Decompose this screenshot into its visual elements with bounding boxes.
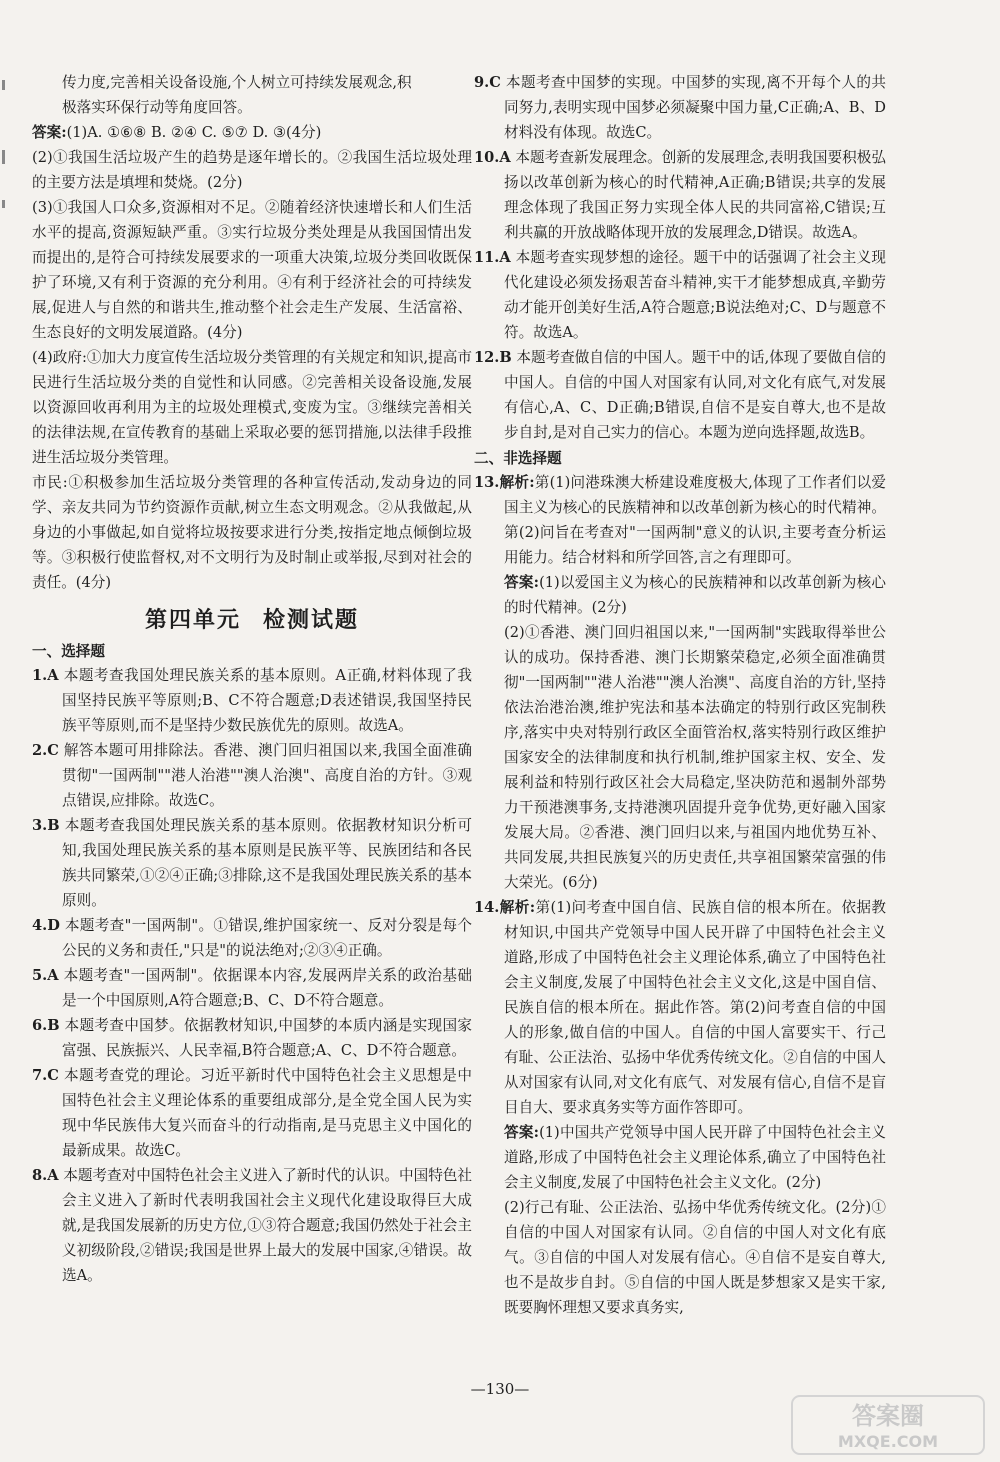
question-explanation: 本题考查做自信的中国人。题干中的话,体现了要做自信的中国人。自信的中国人对国家有认同,对文化有底气,对发展有信心,A、C、D正确;B错误,自信不是妄自尊大,也不是故步自封,是对自己实力的信心。本题为逆向选择题,故选B。 [504, 349, 886, 441]
question-item [32, 663, 472, 738]
left-column [32, 70, 472, 1288]
question-number: 2.C [32, 742, 59, 759]
question-item [32, 738, 472, 813]
question-number: 4.D [32, 917, 60, 934]
answer-part-2: (2)行己有耻、公正法治、弘扬中华优秀传统文化。(2分)①自信的中国人对国家有认同。②自信的中国人对文化有底气。③自信的中国人对发展有信心。④自信不是妄自尊大,也不是故步自封。⑤自信的中国人既是梦想家又是实干家,既要胸怀理想又要求真务实, [504, 1199, 886, 1316]
question-item [32, 1013, 472, 1063]
question-item [32, 1063, 472, 1163]
question-item [32, 813, 472, 913]
answer-part-4-government: (4)政府:①加大力度宣传生活垃圾分类管理的有关规定和知识,提高市民进行生活垃圾分类的自觉性和认同感。②完善相关设备设施,发展以资源回收再利用为主的垃圾处理模式,变废为宝。③继续完善相关的法律法规,在宣传教育的基础上采取必要的惩罚措施,以法律手段推进生活垃圾分类管理。 [32, 349, 472, 466]
analysis-label: 解析: [499, 899, 536, 916]
question-number: 6.B [32, 1017, 60, 1034]
answer-part-1: (1)以爱国主义为核心的民族精神和以改革创新为核心的时代精神。(2分) [504, 574, 886, 616]
question-explanation: 本题考查新发展理念。创新的发展理念,表明我国要积极弘扬以改革创新为核心的时代精神,A正确;B错误;共享的发展理念体现了我国正努力实现全体人民的共同富裕,C错误;互利共赢的开放战略体现开放的发展理念,D错误。故选A。 [504, 149, 886, 241]
answer-part-3: (3)①我国人口众多,资源相对不足。②随着经济快速增长和人们生活水平的提高,资源短缺严重。③实行垃圾分类处理是从我国国情出发而提出的,是符合可持续发展要求的一项重大决策,垃圾分类回收既保护了环境,又有利于资源的充分利用。④有利于经济社会的可持续发展,促进人与自然的和谐共生,推动整个社会走生产发展、生活富裕、生态良好的文明发展道路。(4分) [32, 199, 472, 341]
question-number: 14. [474, 899, 500, 916]
scan-edge-mark [2, 80, 5, 90]
question-number: 7.C [32, 1067, 59, 1084]
question-number: 3.B [32, 817, 60, 834]
question-item [32, 963, 472, 1013]
answer-part-1: (1)中国共产党领导中国人民开辟了中国特色社会主义道路,形成了中国特色社会主义理论体系,确立了中国特色社会主义制度,发展了中国特色社会主义文化。(2分) [504, 1124, 886, 1191]
answer-part-4-citizen: 市民:①积极参加生活垃圾分类管理的各种宣传活动,发动身边的同学、亲友共同为节约资源作贡献,树立生态文明观念。②从我做起,从身边的小事做起,如自觉将垃圾按要求进行分类,按指定地点倾倒垃圾等。③积极行使监督权,对不文明行为及时制止或举报,尽到对社会的责任。(4分) [32, 474, 472, 591]
question-explanation: 本题考查党的理论。习近平新时代中国特色社会主义思想是中国特色社会主义理论体系的重要组成部分,是全党全国人民为实现中华民族伟大复兴而奋斗的行动指南,是马克思主义中国化的最新成果。故选C。 [62, 1067, 472, 1159]
question-14-analysis [474, 895, 886, 1120]
question-explanation: 解答本题可用排除法。香港、澳门回归祖国以来,我国全面准确贯彻"一国两制""港人治港""澳人治澳"、高度自治的方针。③观点错误,应排除。故选C。 [62, 742, 472, 809]
analysis-text: 第(1)问考查中国自信、民族自信的根本所在。依据教材知识,中国共产党领导中国人民开辟了中国特色社会主义道路,形成了中国特色社会主义理论体系,确立了中国特色社会主义制度,发展了中国特色社会主义文化,这是中国自信、民族自信的根本所在。据此作答。第(2)问考查自信的中国人的形象,做自信的中国人。自信的中国人富要实干、行己有耻、公正法治、弘扬中华优秀传统文化。②自信的中国人从对国家有认同,对文化有底气、对发展有信心,自信不是盲目自大、要求真务实等方面作答即可。 [504, 899, 886, 1116]
question-number: 8.A [32, 1167, 59, 1184]
question-item [474, 245, 886, 345]
watermark-url: MXQE.COM [837, 1432, 939, 1451]
question-number: 5.A [32, 967, 59, 984]
scan-edge-mark [2, 200, 5, 208]
question-explanation: 本题考查对中国特色社会主义进入了新时代的认识。中国特色社会主义进入了新时代表明我国社会主义现代化建设取得巨大成就,是我国发展新的历史方位,①③符合题意;我国仍然处于社会主义初级阶段,②错误;我国是世界上最大的发展中国家,④错误。故选A。 [62, 1167, 472, 1284]
scan-edge-mark [2, 150, 5, 164]
question-item [32, 913, 472, 963]
answer-part-2: (2)①香港、澳门回归祖国以来,"一国两制"实践取得举世公认的成功。保持香港、澳门长期繁荣稳定,必须全面准确贯彻"一国两制""港人治港""澳人治澳"、高度自治的方针,坚持依法治港治澳,维护宪法和基本法确定的特别行政区宪制秩序,落实中央对特别行政区全面管治权,落实特别行政区维护国家安全的法律制度和执行机制,维护国家主权、安全、发展利益和特别行政区社会大局稳定,坚决防范和遏制外部势力干预港澳事务,支持港澳巩固提升竞争优势,更好融入国家发展大局。②香港、澳门回归以来,与祖国内地优势互补、共同发展,共担民族复兴的历史责任,共享祖国繁荣富强的伟大荣光。(6分) [504, 624, 886, 891]
question-number: 9.C [474, 74, 501, 91]
answer-part-1: (1)A. ①⑥⑧ B. ②④ C. ⑤⑦ D. ③(4分) [66, 124, 322, 141]
question-number: 10.A [474, 149, 511, 166]
question-item [474, 345, 886, 445]
answer-label: 答案: [504, 1124, 540, 1141]
answer-label: 答案: [504, 574, 540, 591]
watermark-logo [790, 1394, 986, 1456]
unit-title-part: 检测试题 [263, 607, 360, 633]
unit-title-part: 第四单元 [144, 607, 241, 633]
analysis-text: 第(1)问港珠澳大桥建设难度极大,体现了工作者们以爱国主义为核心的民族精神和以改革创新为核心的时代精神。第(2)问旨在考查对"一国两制"意义的认识,主要考查分析运用能力。结合材料和所学回答,言之有理即可。 [504, 474, 886, 566]
question-number: 13. [474, 474, 500, 491]
question-item [474, 145, 886, 245]
question-explanation: 本题考查中国梦的实现。中国梦的实现,离不开每个人的共同努力,表明实现中国梦必须凝聚中国力量,C正确;A、B、D材料没有体现。故选C。 [504, 74, 886, 141]
question-explanation: 本题考查实现梦想的途径。题干中的话强调了社会主义现代化建设必须发扬艰苦奋斗精神,实干才能梦想成真,辛勤劳动才能开创美好生活,A符合题意;B说法绝对;C、D与题意不符。故选A。 [504, 249, 886, 341]
question-number: 1.A [32, 667, 59, 684]
question-list [32, 663, 472, 1288]
question-explanation: 本题考查中国梦。依据教材知识,中国梦的本质内涵是实现国家富强、民族振兴、人民幸福,B符合题意;A、C、D不符合题意。 [62, 1017, 472, 1059]
intro-line: 极落实环保行动等角度回答。 [62, 99, 252, 116]
question-explanation: 本题考查"一国两制"。①错误,维护国家统一、反对分裂是每个公民的义务和责任,"只是"的说法绝对;②③④正确。 [62, 917, 472, 959]
answer-part-2: (2)①我国生活垃圾产生的趋势是逐年增长的。②我国生活垃圾处理的主要方法是填埋和焚烧。(2分) [32, 149, 472, 191]
question-13-analysis [474, 470, 886, 570]
analysis-label: 解析: [499, 474, 535, 491]
question-explanation: 本题考查"一国两制"。依据课本内容,发展两岸关系的政治基础是一个中国原则,A符合题意;B、C、D不符合题意。 [62, 967, 472, 1009]
question-number: 12.B [474, 349, 512, 366]
question-item [32, 1163, 472, 1288]
section-heading: 一、选择题 [32, 643, 105, 660]
right-column [474, 70, 886, 1320]
page-number: —130— [470, 1380, 530, 1398]
intro-line: 传力度,完善相关设备设施,个人树立可持续发展观念,积 [62, 74, 412, 91]
section-heading: 二、非选择题 [474, 450, 562, 467]
question-explanation: 本题考查我国处理民族关系的基本原则。A正确,材料体现了我国坚持民族平等原则;B、C不符合题意;D表述错误,我国坚持民族平等原则,而不是坚持少数民族优先的原则。故选A。 [62, 667, 473, 734]
question-item [474, 70, 886, 145]
question-number: 11.A [474, 249, 511, 266]
question-list [474, 70, 886, 445]
answer-label: 答案: [32, 124, 67, 141]
unit-title [32, 603, 472, 634]
question-explanation: 本题考查我国处理民族关系的基本原则。依据教材知识分析可知,我国处理民族关系的基本原则是民族平等、民族团结和各民族共同繁荣,①②④正确;③排除,这不是我国处理民族关系的基本原则。 [62, 817, 472, 909]
watermark-title: 答案圈 [852, 1402, 924, 1430]
